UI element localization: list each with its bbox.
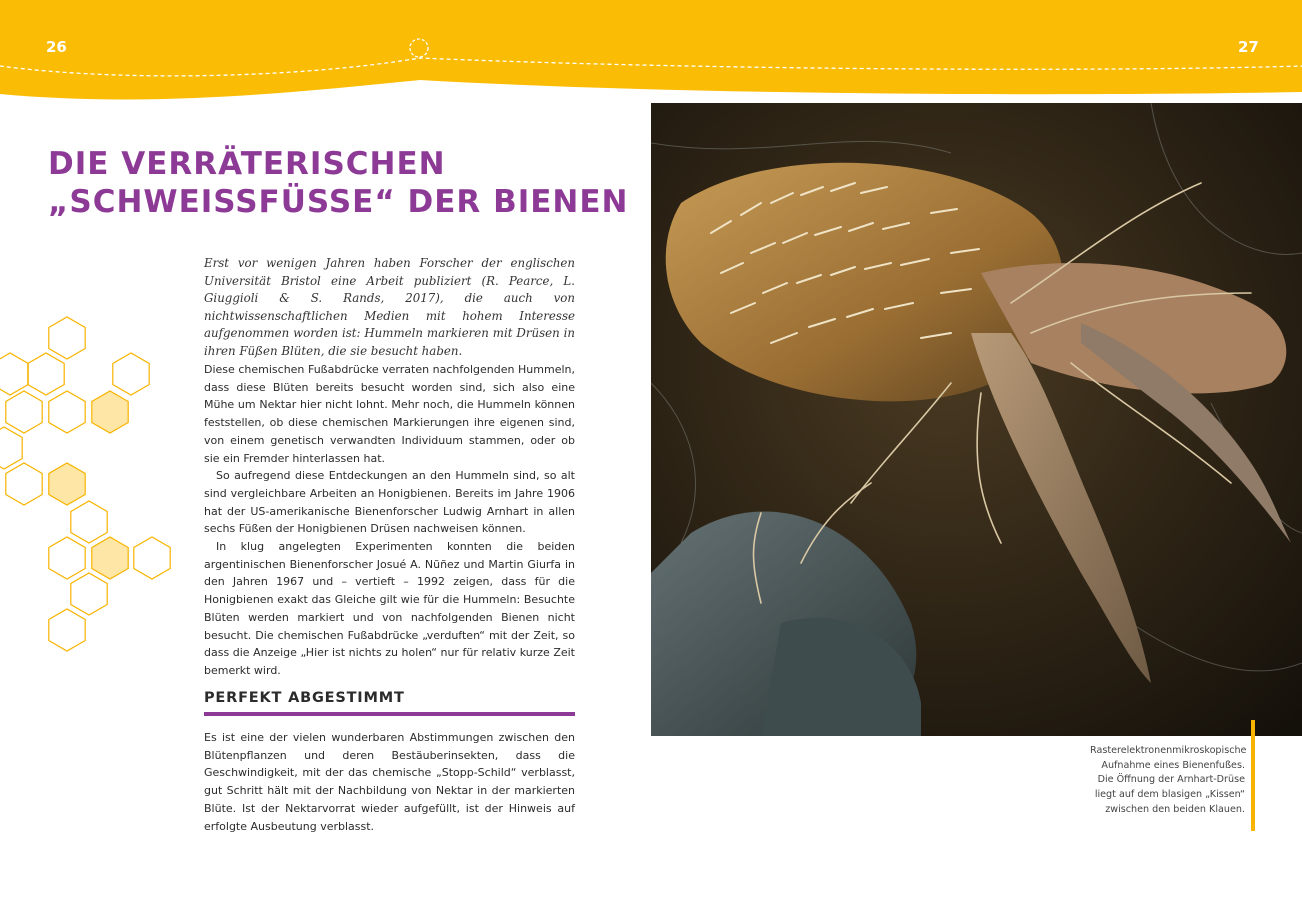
honeycomb-cell xyxy=(71,573,107,615)
honeycomb-cell xyxy=(6,463,42,505)
honeycomb-cell xyxy=(0,427,22,469)
honeycomb-cell xyxy=(49,463,85,505)
honeycomb-cell xyxy=(113,353,149,395)
page-number-right: 27 xyxy=(1238,38,1259,56)
honeycomb-cell xyxy=(92,391,128,433)
honeycomb-cell xyxy=(28,353,64,395)
body-paragraph: In klug angelegten Experimenten konnten die beiden argentinischen Bienenforscher Josué A. Nũñez und Martin Giurfa in den Jahren 1967 und – vertieft – 1992 zeigen, dass für die Honigbienen exakt das Gleiche gilt wie für die Hummeln: Besuchte Blüten werden markiert und von nachfolgenden Bienen nicht besucht. Die chemischen Fußabdrücke „verduften“ mit der Zeit, so dass die Anzeige „Hier ist nichts zu holen“ nur für relativ kurze Zeit bemerkt wird. xyxy=(204,540,575,677)
honeycomb-cell xyxy=(49,391,85,433)
honeycomb-cell xyxy=(49,609,85,651)
body-paragraph: So aufregend diese Entdeckungen an den Hummeln sind, so alt sind vergleichbare Arbeiten an Honigbienen. Bereits im Jahre 1906 hat der US-amerikanische Bienenforscher Ludwig Arnhart in allen sechs Füßen der Honigbienen Drüsen nachweisen können. xyxy=(204,469,575,536)
body-paragraph: Diese chemischen Fußabdrücke verraten nachfolgenden Hummeln, dass diese Blüten bereits besucht worden sind, sich also eine Mühe um Nektar hier nicht lohnt. Mehr noch, die Hummeln können feststellen, ob diese chemischen Markierungen ihre eigenen sind, von einem genetisch verwandten Individuum stammen, oder ob sie ein Fremder hinterlassen hat. xyxy=(204,363,575,465)
caption-accent-bar xyxy=(1251,720,1255,831)
honeycomb-cell xyxy=(134,537,170,579)
honeycomb-cell xyxy=(49,317,85,359)
page-number-left: 26 xyxy=(46,38,67,56)
honeycomb-cell xyxy=(49,537,85,579)
honeycomb-cell xyxy=(6,391,42,433)
honeycomb-cell xyxy=(0,353,28,395)
figure-caption: Rasterelektronenmikroskopische Aufnahme eines Bienenfußes. Die Öffnung der Arnhart-Drüse liegt auf dem blasigen „Kissen“ zwischen den beiden Klauen. xyxy=(1090,745,1247,815)
section-subheading: PERFEKT ABGESTIMMT xyxy=(204,690,575,716)
intro-paragraph: Erst vor wenigen Jahren haben Forscher der englischen Universität Bristol eine Arbeit publiziert (R. Pearce, L. Giuggioli & S. Rands, 2017), die auch von nichtwissenschaftlichen Medien mit hohem Interesse aufgenommen worden ist: Hummeln markieren mit Drüsen in ihren Füßen Blüten, die sie besucht haben. xyxy=(204,256,575,358)
title-line-2: „SCHWEISSFÜSSE“ DER BIENEN xyxy=(48,183,629,220)
bee-foot-micrograph xyxy=(651,103,1302,736)
honeycomb-cell xyxy=(71,501,107,543)
honeycomb-decoration xyxy=(0,312,180,672)
page-title xyxy=(48,146,629,221)
section2-paragraph: Es ist eine der vielen wunderbaren Abstimmungen zwischen den Blütenpflanzen und deren Bestäuberinsekten, dass die Geschwindigkeit, mit der das chemische „Stopp-Schild“ verblasst, gut Schritt hält mit der Nachbildung von Nektar in der markierten Blüte. Ist der Nektarvorrat wieder aufgefüllt, ist der Hinweis auf erfolgte Ausbeutung verblasst. xyxy=(204,731,575,833)
honeycomb-cell xyxy=(92,537,128,579)
body-text xyxy=(204,361,575,680)
title-line-1: DIE VERRÄTERISCHEN xyxy=(48,146,446,182)
header-band xyxy=(0,0,1302,112)
